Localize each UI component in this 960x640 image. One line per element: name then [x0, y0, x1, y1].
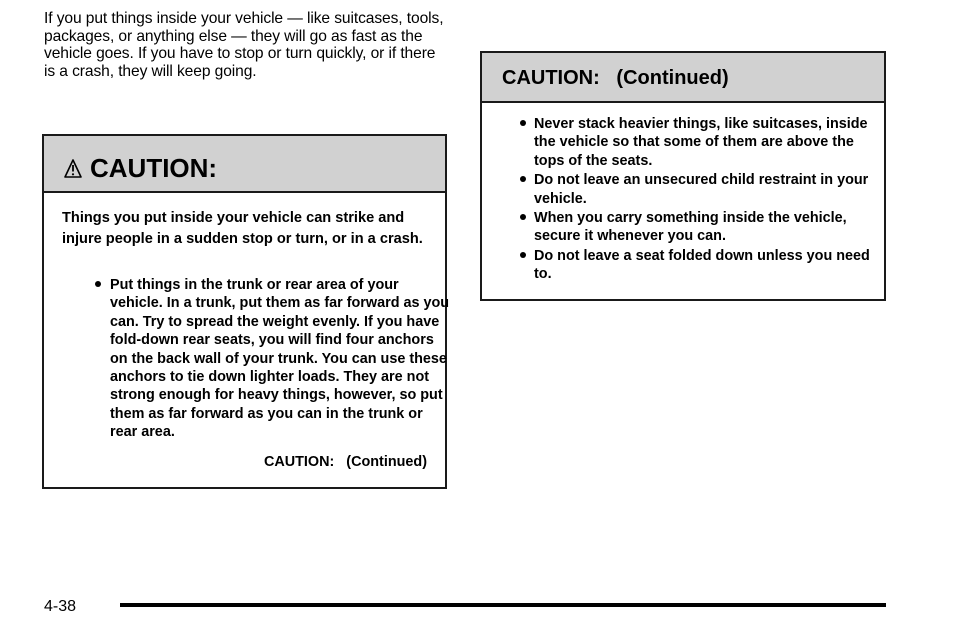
caution-continued-header: CAUTION: (Continued): [482, 53, 884, 103]
list-item: Never stack heavier things, like suitcases, inside the vehicle so that some of them are above the tops of the seats.: [534, 115, 874, 170]
caution-continued-bullet-list: [534, 115, 874, 285]
caution-continued-box: [480, 51, 886, 301]
intro-paragraph: If you put things inside your vehicle — like suitcases, tools, packages, or anything else — they will go as fast as the vehicle goes. If you have to stop or turn quickly, or if there is a crash, they will keep going.: [44, 10, 444, 80]
caution-header: [44, 136, 445, 193]
list-item: Do not leave a seat folded down unless you need to.: [534, 247, 874, 284]
caution-title: CAUTION:: [90, 152, 218, 183]
caution-lead-text: Things you put inside your vehicle can strike and injure people in a sudden stop or turn, or in a crash.: [62, 210, 423, 247]
footer-rule: [120, 603, 886, 607]
list-item: Put things in the trunk or rear area of your vehicle. In a trunk, put them as far forward as you can. Try to spread the weight evenly. If you have fold-down rear seats, you will find four anchors on the back wall of your trunk. You can use these anchors to tie down lighter loads. They are not strong enough for heavy things, however, so put them as far forward as you can in the trunk or rear area.: [110, 277, 450, 441]
warning-triangle-icon: [62, 157, 84, 179]
caution-box: [42, 134, 450, 489]
caution-bullet-list: [110, 276, 450, 442]
list-item: Do not leave an unsecured child restraint in your vehicle.: [534, 171, 874, 208]
list-item: When you carry something inside the vehicle, secure it whenever you can.: [534, 209, 874, 246]
page-number: 4-38: [44, 598, 77, 615]
caution-continued-label: CAUTION: (Continued): [263, 454, 427, 470]
